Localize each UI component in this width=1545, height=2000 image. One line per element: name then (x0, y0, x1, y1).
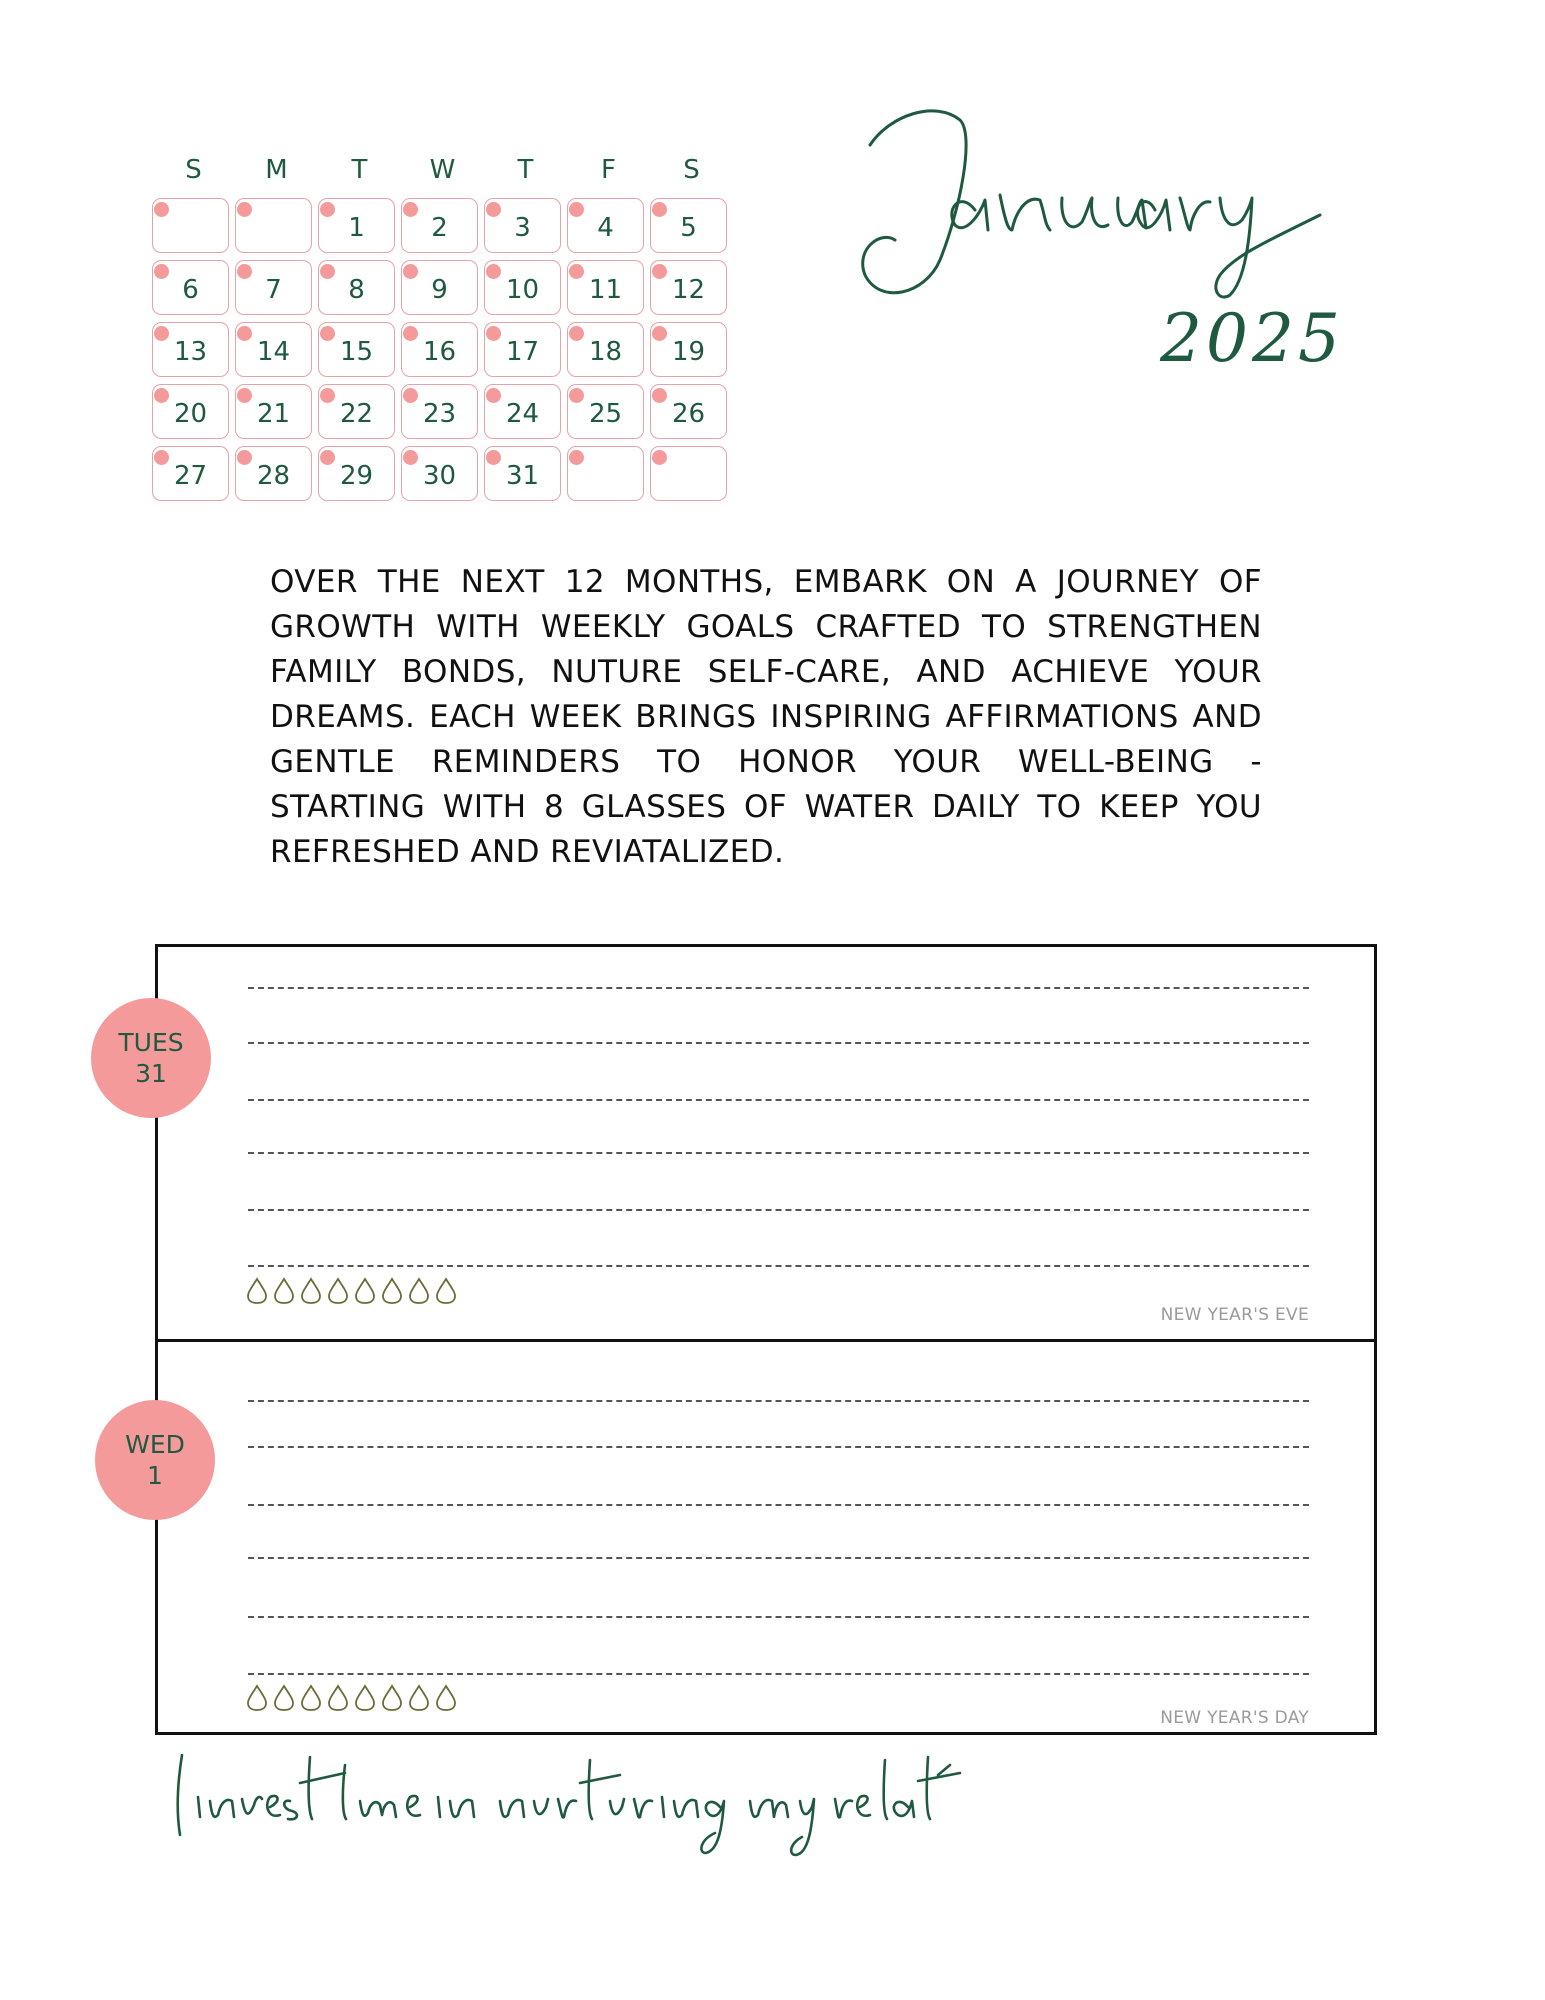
day-entry (155, 1339, 1377, 1735)
year-label: 2025 (1160, 300, 1344, 377)
calendar-day-cell (650, 198, 727, 253)
day-dot (320, 326, 335, 341)
weekday-label: T (517, 155, 534, 185)
calendar-day-cell (401, 322, 478, 377)
calendar-day-cell (318, 260, 395, 315)
month-title (850, 90, 1330, 310)
day-number: 20 (173, 398, 208, 429)
calendar-day-cell (152, 446, 229, 501)
writing-line[interactable] (248, 1446, 1309, 1448)
day-number: 22 (339, 398, 374, 429)
weekday-label: S (185, 155, 202, 185)
day-number: 30 (422, 460, 457, 491)
day-dot (403, 326, 418, 341)
day-number: 4 (597, 212, 614, 243)
day-number: 27 (173, 460, 208, 491)
date-badge (95, 1400, 215, 1520)
day-number: 3 (514, 212, 531, 243)
water-tracker (246, 1277, 457, 1305)
day-dot (237, 388, 252, 403)
weekday-label: T (351, 155, 368, 185)
day-number: 25 (588, 398, 623, 429)
calendar-day-cell (235, 198, 312, 253)
water-drop-icon[interactable] (408, 1277, 430, 1305)
writing-line[interactable] (248, 1557, 1309, 1559)
day-number: 21 (256, 398, 291, 429)
day-number: 11 (588, 274, 623, 305)
calendar-day-cell (484, 322, 561, 377)
water-drop-icon[interactable] (300, 1684, 322, 1712)
day-dot (652, 388, 667, 403)
holiday-label: NEW YEAR'S DAY (1160, 1708, 1309, 1728)
writing-line[interactable] (248, 1265, 1309, 1267)
day-number: 14 (256, 336, 291, 367)
weekday-label: W (429, 155, 456, 185)
day-number: 31 (505, 460, 540, 491)
writing-line[interactable] (248, 987, 1309, 989)
date-badge (91, 998, 211, 1118)
day-dot (486, 326, 501, 341)
calendar-day-cell (318, 322, 395, 377)
day-number: 13 (173, 336, 208, 367)
day-dot (154, 388, 169, 403)
day-number: 10 (505, 274, 540, 305)
day-dot (154, 202, 169, 217)
calendar-day-cell (567, 198, 644, 253)
day-dot (652, 326, 667, 341)
calendar-day-cell (650, 322, 727, 377)
day-dot (569, 202, 584, 217)
day-dot (154, 326, 169, 341)
writing-line[interactable] (248, 1152, 1309, 1154)
water-drop-icon[interactable] (300, 1277, 322, 1305)
calendar-day-cell (484, 446, 561, 501)
day-number: 6 (182, 274, 199, 305)
writing-line[interactable] (248, 1504, 1309, 1506)
day-dot (486, 264, 501, 279)
day-number: 8 (348, 274, 365, 305)
day-dot (569, 264, 584, 279)
badge-date: 1 (147, 1461, 163, 1490)
writing-line[interactable] (248, 1673, 1309, 1675)
calendar-day-cell (650, 446, 727, 501)
day-dot (569, 388, 584, 403)
calendar-day-cell (567, 384, 644, 439)
water-drop-icon[interactable] (408, 1684, 430, 1712)
day-number: 5 (680, 212, 697, 243)
calendar-day-cell (318, 198, 395, 253)
water-drop-icon[interactable] (246, 1684, 268, 1712)
calendar-day-cell (152, 384, 229, 439)
day-number: 29 (339, 460, 374, 491)
day-dot (569, 450, 584, 465)
calendar-day-cell (484, 260, 561, 315)
day-number: 15 (339, 336, 374, 367)
calendar-day-cell (401, 446, 478, 501)
day-dot (569, 326, 584, 341)
day-dot (237, 264, 252, 279)
water-drop-icon[interactable] (327, 1277, 349, 1305)
water-drop-icon[interactable] (354, 1277, 376, 1305)
calendar-day-cell (152, 260, 229, 315)
day-number: 28 (256, 460, 291, 491)
writing-line[interactable] (248, 1042, 1309, 1044)
writing-line[interactable] (248, 1099, 1309, 1101)
day-number: 9 (431, 274, 448, 305)
water-tracker (246, 1684, 457, 1712)
day-dot (403, 388, 418, 403)
day-number: 19 (671, 336, 706, 367)
day-dot (320, 450, 335, 465)
calendar-day-cell (567, 260, 644, 315)
calendar-day-cell (650, 260, 727, 315)
water-drop-icon[interactable] (435, 1277, 457, 1305)
weekday-label: M (265, 155, 288, 185)
day-dot (320, 388, 335, 403)
day-entry (155, 944, 1377, 1342)
day-number: 16 (422, 336, 457, 367)
calendar-day-cell (650, 384, 727, 439)
calendar-day-cell (235, 384, 312, 439)
day-dot (652, 264, 667, 279)
weekday-label: S (683, 155, 700, 185)
weekday-label: F (601, 155, 616, 185)
day-number: 24 (505, 398, 540, 429)
day-dot (237, 202, 252, 217)
calendar-grid (152, 198, 732, 501)
day-dot (154, 450, 169, 465)
day-dot (403, 202, 418, 217)
water-drop-icon[interactable] (435, 1684, 457, 1712)
writing-line[interactable] (248, 1400, 1309, 1402)
day-dot (237, 326, 252, 341)
calendar-day-cell (484, 198, 561, 253)
day-dot (320, 264, 335, 279)
day-number: 23 (422, 398, 457, 429)
calendar-day-cell (484, 384, 561, 439)
calendar-day-cell (235, 446, 312, 501)
calendar-day-cell (235, 322, 312, 377)
calendar-day-cell (401, 384, 478, 439)
day-number: 12 (671, 274, 706, 305)
day-dot (652, 202, 667, 217)
writing-line[interactable] (248, 1209, 1309, 1211)
holiday-label: NEW YEAR'S EVE (1160, 1305, 1309, 1325)
day-number: 17 (505, 336, 540, 367)
badge-weekday: WED (125, 1430, 185, 1459)
calendar-day-cell (401, 260, 478, 315)
day-dot (486, 388, 501, 403)
calendar-day-cell (152, 198, 229, 253)
day-dot (403, 264, 418, 279)
calendar-day-cell (235, 260, 312, 315)
day-number: 18 (588, 336, 623, 367)
calendar-day-cell (318, 384, 395, 439)
day-number: 26 (671, 398, 706, 429)
water-drop-icon[interactable] (381, 1684, 403, 1712)
weekday-header (152, 150, 732, 190)
mini-calendar (152, 150, 732, 501)
calendar-day-cell (152, 322, 229, 377)
writing-line[interactable] (248, 1616, 1309, 1618)
affirmation-script (170, 1735, 990, 1865)
day-dot (154, 264, 169, 279)
day-number: 7 (265, 274, 282, 305)
water-drop-icon[interactable] (246, 1277, 268, 1305)
water-drop-icon[interactable] (354, 1684, 376, 1712)
badge-date: 31 (135, 1059, 167, 1088)
water-drop-icon[interactable] (327, 1684, 349, 1712)
calendar-day-cell (318, 446, 395, 501)
calendar-day-cell (567, 322, 644, 377)
water-drop-icon[interactable] (273, 1277, 295, 1305)
badge-weekday: TUES (118, 1028, 184, 1057)
day-number: 1 (348, 212, 365, 243)
calendar-day-cell (567, 446, 644, 501)
day-dot (652, 450, 667, 465)
water-drop-icon[interactable] (273, 1684, 295, 1712)
day-dot (486, 450, 501, 465)
day-dot (486, 202, 501, 217)
day-number: 2 (431, 212, 448, 243)
water-drop-icon[interactable] (381, 1277, 403, 1305)
calendar-day-cell (401, 198, 478, 253)
day-dot (237, 450, 252, 465)
day-dot (320, 202, 335, 217)
intro-paragraph: OVER THE NEXT 12 MONTHS, EMBARK ON A JOURNEY OF GROWTH WITH WEEKLY GOALS CRAFTED TO STRENGTHEN FAMILY BONDS, NUTURE SELF-CARE, AND ACHIEVE YOUR DREAMS. EACH WEEK BRINGS INSPIRING AFFIRMATIONS AND GENTLE REMINDERS TO HONOR YOUR WELL-BEING - STARTING WITH 8 GLASSES OF WATER DAILY TO KEEP YOU REFRESHED AND REVIATALIZED. (270, 564, 1262, 870)
day-dot (403, 450, 418, 465)
